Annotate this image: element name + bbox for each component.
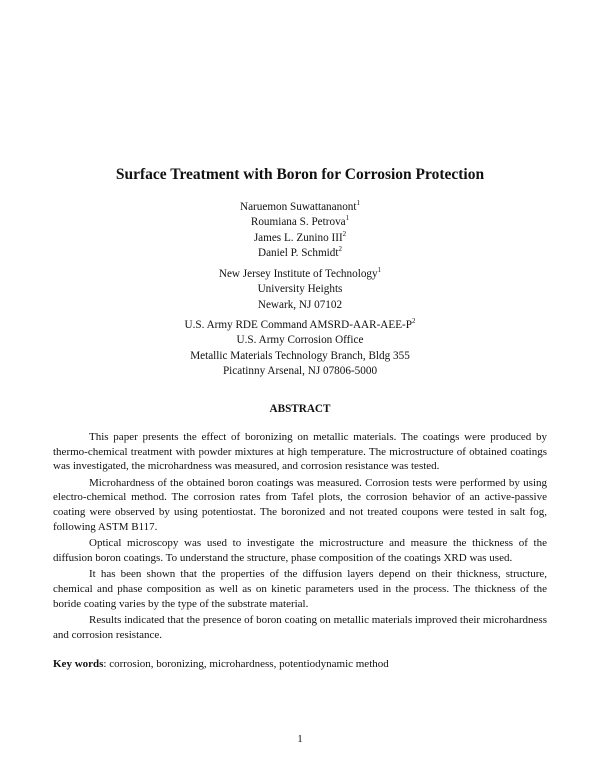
abstract-paragraph: Microhardness of the obtained boron coatings was measured. Corrosion tests were performed by using electro-chemical method. The corrosion rates from Tafel plots, the corrosion behavior of an active-passive coating were observed by using potentiostat. The boronized and not treated coupons were tested in salt fog, following ASTM B117. [53, 476, 547, 533]
affiliation-line: U.S. Army Corrosion Office [236, 334, 364, 347]
affiliation-line: Picatinny Arsenal, NJ 07806-5000 [222, 364, 378, 377]
affiliation-name: U.S. Army RDE Command AMSRD-$AAR-AEE-P^2$ [184, 317, 416, 331]
abstract-paragraph: It has been shown that the properties of the diffusion layers depend on their thickness, structure, chemical and phase composition as well as on kinetic parameters used in the process. The thickness of the boride coating varies by the type of the substrate material. [53, 568, 547, 610]
affiliation-njit [0, 267, 600, 313]
author-name: Roumiana S. Petrova$^1$ [250, 214, 350, 229]
affiliation-line: University Heights [257, 283, 343, 296]
abstract-paragraph: Optical microscopy was used to investigate the microstructure and measure the thickness of the diffusion boron coatings. To understand the structure, phase composition of the coatings XRD was used. [53, 537, 547, 564]
keywords [53, 657, 547, 671]
keywords-label: Key words [53, 658, 104, 670]
keywords-text: : corrosion, boronizing, microhardness, potentiodynamic method [103, 658, 389, 670]
paper-title: Surface Treatment with Boron for Corrosion Protection [115, 166, 485, 183]
author-name: Naruemon Suwattananont$^1$ [239, 199, 360, 213]
abstract-body [53, 430, 547, 644]
abstract-paragraph: This paper presents the effect of boronizing on metallic materials. The coatings were produced by thermo-chemical treatment with powder mixtures at high temperature. The microstructure of obtained coatings was investigated, the microhardness was measured, and corrosion resistance was tested. [53, 431, 547, 473]
author-name: Daniel P. Schmidt$^2$ [258, 244, 342, 259]
abstract-paragraph: Results indicated that the presence of boron coating on metallic materials improved their microhardness and corrosion resistance. [53, 614, 547, 641]
affiliation-army [0, 318, 600, 379]
affiliation-line: Metallic Materials Technology Branch, Bldg 355 [190, 349, 410, 362]
author-list [0, 200, 600, 261]
page-number: 1 [297, 733, 303, 745]
affiliation-line: Newark, NJ 07102 [257, 298, 343, 311]
author-name: James L. Zunino III$^2$ [253, 229, 347, 244]
affiliation-name: New Jersey Institute of Technology$^1$ [218, 266, 382, 280]
abstract-heading: ABSTRACT [269, 403, 331, 415]
